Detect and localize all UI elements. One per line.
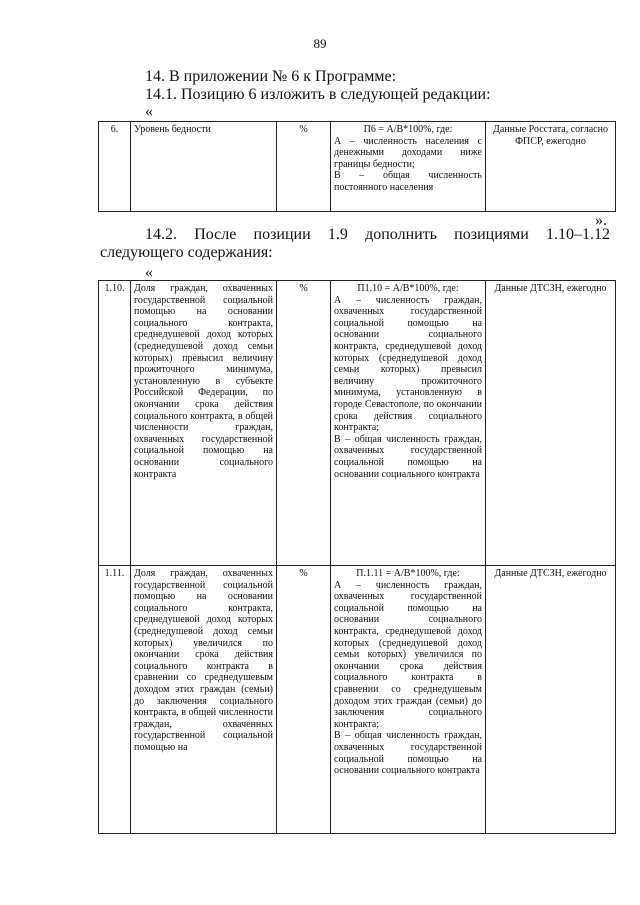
- indicator-name: Доля граждан, охваченных государственной социальной помощью на основании социального контракта, среднедушевой доход которых (среднедушевой доход семьи которых) увеличился по окончании срока действия социального контракта в сравнении со среднедушевым доходом этих граждан (семьи) до заключения социального контракта, в общей численности граждан, охваченных государственной социальной помощью на: [131, 566, 277, 834]
- page-number: 89: [313, 36, 327, 51]
- subsection-heading: 14.1. Позицию 6 изложить в следующей редакции:: [145, 86, 491, 103]
- indicator-name: Уровень бедности: [131, 122, 277, 212]
- formula-cell: [331, 281, 486, 566]
- formula-cell: [331, 122, 486, 212]
- positions-table: [98, 280, 616, 834]
- source-cell: Данные ДТСЗН, ежегодно: [486, 281, 616, 566]
- row-number: 1.11.: [99, 566, 131, 834]
- formula-body: А – численность граждан, охваченных государственной социальной помощью на основании социального контракта, среднедушевой доход которых (среднедушевой доход семьи которых) превысил величину прожиточного минимума, установленную в городе Севастополе, по окончании срока действия социального контракта; В – общая численность граждан, охваченных государственной социальной помощью на основании социального контракта: [334, 294, 482, 480]
- formula-title: П6 = А/В*100%, где:: [363, 124, 453, 135]
- unit-cell: %: [277, 122, 331, 212]
- quote-open-2: «: [145, 264, 153, 281]
- formula-title: П1.10 = А/В*100%, где:: [357, 283, 459, 294]
- source-cell: Данные ДТСЗН, ежегодно: [486, 566, 616, 834]
- formula-body: А – численность населения с денежными доходами ниже границы бедности; В – общая численность постоянного населения: [334, 135, 482, 193]
- indicator-name: Доля граждан, охваченных государственной социальной помощью на основании социального контракта, среднедушевой доход которых (среднедушевой доход семьи которых) превысил величину прожиточного минимума, установленную в субъекте Российской Федерации, по окончании срока действия социального контракта, в общей численности граждан, охваченных государственной социальной помощью на основании социального контракта: [131, 281, 277, 566]
- table-row: [99, 122, 616, 212]
- source-cell: Данные Росстата, согласно ФПСР, ежегодно: [486, 122, 616, 212]
- section-heading: 14. В приложении № 6 к Программе:: [145, 68, 397, 85]
- quote-close-1: ».: [595, 212, 607, 229]
- table-row: [99, 566, 616, 834]
- formula-body: А – численность граждан, охваченных государственной социальной помощью на основании социального контракта, среднедушевой доход которых (среднедушевой доход семьи которых) увеличился по окончании срока действия социального контракта в сравнении со среднедушевым доходом этих граждан (семьи) до заключения социального контракта; В – общая численность граждан, охваченных государственной социальной помощью на основании социального контракта: [334, 579, 482, 777]
- quote-open-1: «: [145, 103, 153, 120]
- formula-title: П.1.11 = А/В*100%, где:: [356, 568, 460, 579]
- row-number: 6.: [99, 122, 131, 212]
- unit-cell: %: [277, 566, 331, 834]
- unit-cell: %: [277, 281, 331, 566]
- table-row: [99, 281, 616, 566]
- row-number: 1.10.: [99, 281, 131, 566]
- paragraph-14-2: 14.2. После позиции 1.9 дополнить позициями 1.10–1.12 следующего содержания:: [100, 226, 610, 261]
- formula-cell: [331, 566, 486, 834]
- position-6-table: [98, 121, 616, 212]
